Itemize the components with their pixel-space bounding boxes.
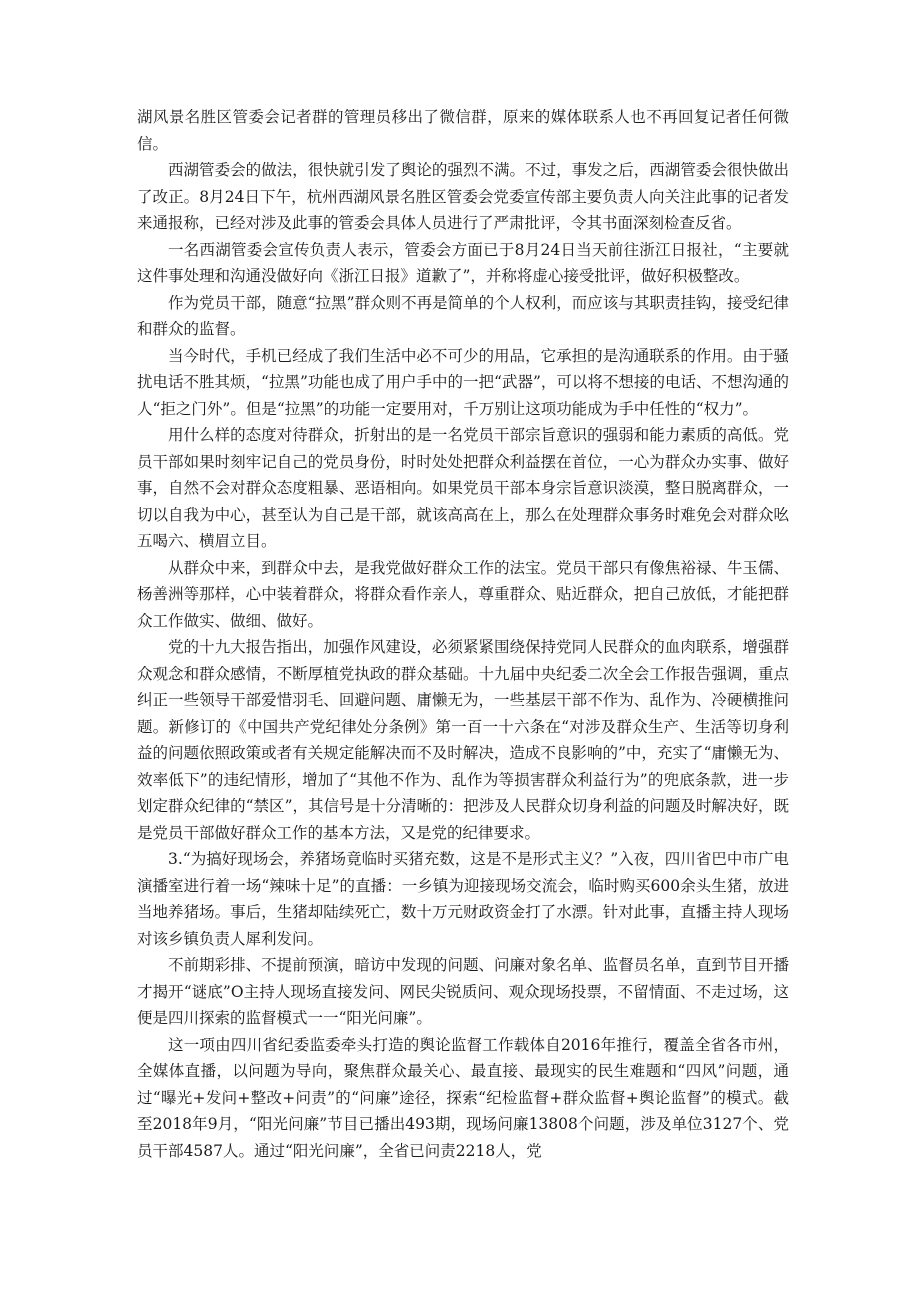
paragraph: 3.“为搞好现场会，养猪场竟临时买猪充数，这是不是形式主义？”入夜，四川省巴中市广电演播室进行着一场“辣味十足”的直播：一乡镇为迎接现场交流会，临时购买600余头生猪，放进当地养猪场。事后，生猪却陆续死亡，数十万元财政资金打了水漂。针对此事，直播主持人现场对该乡镇负责人犀利发问。 <box>137 850 789 948</box>
paragraph: 从群众中来，到群众中去，是我党做好群众工作的法宝。党员干部只有像焦裕禄、牛玉儒、杨善洲等那样，心中装着群众，将群众看作亲人，尊重群众、贴近群众，把自己放低，才能把群众工作做实、做细、做好。 <box>137 558 789 630</box>
paragraph: 用什么样的态度对待群众，折射出的是一名党员干部宗旨意识的强弱和能力素质的高低。党员干部如果时刻牢记自己的党员身份，时时处处把群众利益摆在首位，一心为群众办实事、做好事，自然不会对群众态度粗暴、恶语相向。如果党员干部本身宗旨意识淡漠，整日脱离群众，一切以自我为中心，甚至认为自己是干部，就该高高在上，那么在处理群众事务时难免会对群众吆五喝六、横眉立目。 <box>137 426 789 550</box>
paragraph: 作为党员干部，随意“拉黑”群众则不再是简单的个人权利，而应该与其职责挂钩，接受纪律和群众的监督。 <box>137 293 789 338</box>
paragraph: 当今时代，手机已经成了我们生活中必不可少的用品，它承担的是沟通联系的作用。由于骚扰电话不胜其烦，“拉黑”功能也成了用户手中的一把“武器”，可以将不想接的电话、不想沟通的人“拒之门外”。但是“拉黑”的功能一定要用对，千万别让这项功能成为手中任性的“权力”。 <box>137 346 789 418</box>
paragraph: 一名西湖管委会宣传负责人表示，管委会方面已于8月24日当天前往浙江日报社，“主要就这件事处理和沟通没做好向《浙江日报》道歉了”，并称将虚心接受批评，做好积极整改。 <box>137 240 789 285</box>
paragraph: 不前期彩排、不提前预演，暗访中发现的问题、问廉对象名单、监督员名单，直到节目开播才揭开“谜底”O主持人现场直接发问、网民尖锐质问、观众现场投票，不留情面、不走过场，这便是四川探索的监督模式一一“阳光问廉”。 <box>137 956 789 1027</box>
paragraph: 湖风景名胜区管委会记者群的管理员移出了微信群，原来的媒体联系人也不再回复记者任何微信。 <box>137 108 789 153</box>
paragraph: 党的十九大报告指出，加强作风建设，必须紧紧围绕保持党同人民群众的血肉联系，增强群众观念和群众感情，不断厚植党执政的群众基础。十九届中央纪委二次全会工作报告强调，重点纠正一些领导干部爱惜羽毛、回避问题、庸懒无为，一些基层干部不作为、乱作为、冷硬横推问题。新修订的《中国共产党纪律处分条例》第一百一十六条在“对涉及群众生产、生活等切身利益的问题依照政策或者有关规定能解决而不及时解决，造成不良影响的”中，充实了“庸懒无为、效率低下”的违纪情形，增加了“其他不作为、乱作为等损害群众利益行为”的兜底条款，进一步划定群众纪律的“禁区”，其信号是十分清晰的：把涉及人民群众切身利益的问题及时解决好，既是党员干部做好群众工作的基本方法，又是党的纪律要求。 <box>137 638 789 842</box>
paragraph: 这一项由四川省纪委监委牵头打造的舆论监督工作载体自2016年推行，覆盖全省各市州，全媒体直播，以问题为导向，聚焦群众最关心、最直接、最现实的民生难题和“四风”问题，通过“曝光+发问+整改+问责”的“问廉”途径，探索“纪检监督+群众监督+舆论监督”的模式。截至2018年9月，“阳光问廉”节目已播出493期，现场问廉13808个问题，涉及单位3127个、党员干部4587人。通过“阳光问廉”，全省已问责2218人，党 <box>137 1035 789 1160</box>
document-page <box>137 104 789 1164</box>
paragraph: 西湖管委会的做法，很快就引发了舆论的强烈不满。不过，事发之后，西湖管委会很快做出了改正。8月24日下午，杭州西湖风景名胜区管委会党委宣传部主要负责人向关注此事的记者发来通报称，已经对涉及此事的管委会具体人员进行了严肃批评，令其书面深刻检查反省。 <box>137 161 789 232</box>
